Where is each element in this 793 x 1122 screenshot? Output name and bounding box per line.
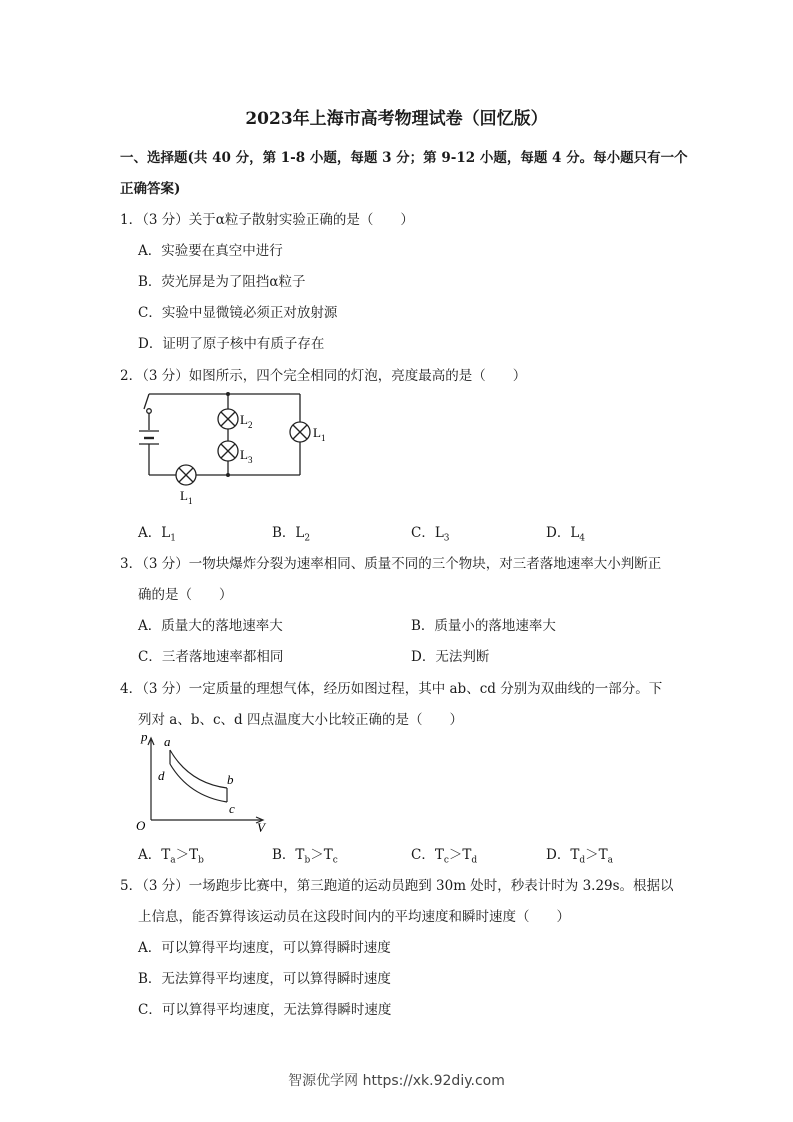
label-l3: $L_3$	[240, 447, 253, 465]
label-l1-right: $L_1$	[313, 425, 326, 443]
section-heading: 一、选择题(共 40 分，第 1-8 小题，每题 3 分；第 9-12 小题，每题 4 分。每小题只有一个	[120, 150, 688, 166]
q5-stem: 5．（3 分）一场跑步比赛中，第三跑道的运动员跑到 30m 处时，秒表计时为 3.29s。根据以	[120, 878, 674, 894]
q2-option-b: B．$L_2$	[272, 525, 311, 544]
junction-bottom	[226, 473, 230, 477]
q4-stem-cont: 列对 a、b、c、d 四点温度大小比较正确的是（ ）	[138, 712, 463, 728]
point-label-b: b	[227, 772, 234, 787]
q1-stem: 1．（3 分）关于α粒子散射实验正确的是（ ）	[120, 212, 414, 228]
q4-option-d: D．$T_d>T_a$	[546, 847, 613, 866]
q3-stem: 3．（3 分）一物块爆炸分裂为速率相同、质量不同的三个物块，对三者落地速率大小判断正	[120, 556, 662, 572]
q5-option-b: B．无法算得平均速度，可以算得瞬时速度	[138, 971, 391, 987]
lamp-right-branch	[290, 422, 310, 442]
q1-option-d: D．证明了原子核中有质子存在	[138, 336, 325, 352]
q2-option-c: C．$L_3$	[411, 525, 450, 544]
q2-stem: 2．（3 分）如图所示，四个完全相同的灯泡，亮度最高的是（ ）	[120, 368, 527, 384]
pv-diagram	[134, 728, 274, 836]
label-l2: $L_2$	[240, 412, 253, 430]
lamp-l2	[218, 409, 238, 429]
junction-top	[226, 392, 230, 396]
q3-option-a: A．质量大的落地速率大	[138, 618, 283, 634]
q3-stem-cont: 确的是（ ）	[138, 587, 233, 603]
origin-label: O	[136, 818, 146, 833]
page-title: 2023年上海市高考物理试卷（回忆版）	[245, 109, 548, 129]
q2-option-a: A．$L_1$	[138, 525, 176, 544]
q4-option-b: B．$T_b>T_c$	[272, 847, 338, 866]
q3-option-b: B．质量小的落地速率大	[411, 618, 556, 634]
point-label-c: c	[229, 801, 235, 816]
point-label-d: d	[158, 768, 165, 783]
q3-option-d: D．无法判断	[411, 649, 490, 665]
footer-watermark: 智源优学网 https://xk.92diy.com	[288, 1073, 505, 1089]
q4-option-c: C．$T_c>T_d$	[411, 847, 478, 866]
section-heading-cont: 正确答案)	[120, 181, 181, 197]
circuit-diagram	[130, 388, 330, 506]
lamp-bottom	[176, 465, 196, 485]
q4-stem: 4．（3 分）一定质量的理想气体，经历如图过程，其中 ab、cd 分别为双曲线的一部分。下	[120, 681, 663, 697]
q5-option-a: A．可以算得平均速度，可以算得瞬时速度	[138, 940, 391, 956]
q3-option-c: C．三者落地速率都相同	[138, 649, 284, 665]
label-l1-bottom: $L_1$	[180, 488, 193, 506]
axis-label-v: V	[257, 820, 265, 835]
q5-stem-cont: 上信息，能否算得该运动员在这段时间内的平均速度和瞬时速度（ ）	[138, 909, 570, 925]
axis-label-p: p	[141, 729, 148, 744]
q1-option-c: C．实验中显微镜必须正对放射源	[138, 305, 338, 321]
q1-option-b: B．荧光屏是为了阻挡α粒子	[138, 274, 306, 290]
q4-option-a: A．$T_a>T_b$	[138, 847, 204, 866]
q5-option-c: C．可以算得平均速度，无法算得瞬时速度	[138, 1002, 392, 1018]
point-label-a: a	[164, 734, 171, 749]
q2-option-d: D．$L_4$	[546, 525, 586, 544]
q1-option-a: A．实验要在真空中进行	[138, 243, 283, 259]
lamp-l3	[218, 441, 238, 461]
